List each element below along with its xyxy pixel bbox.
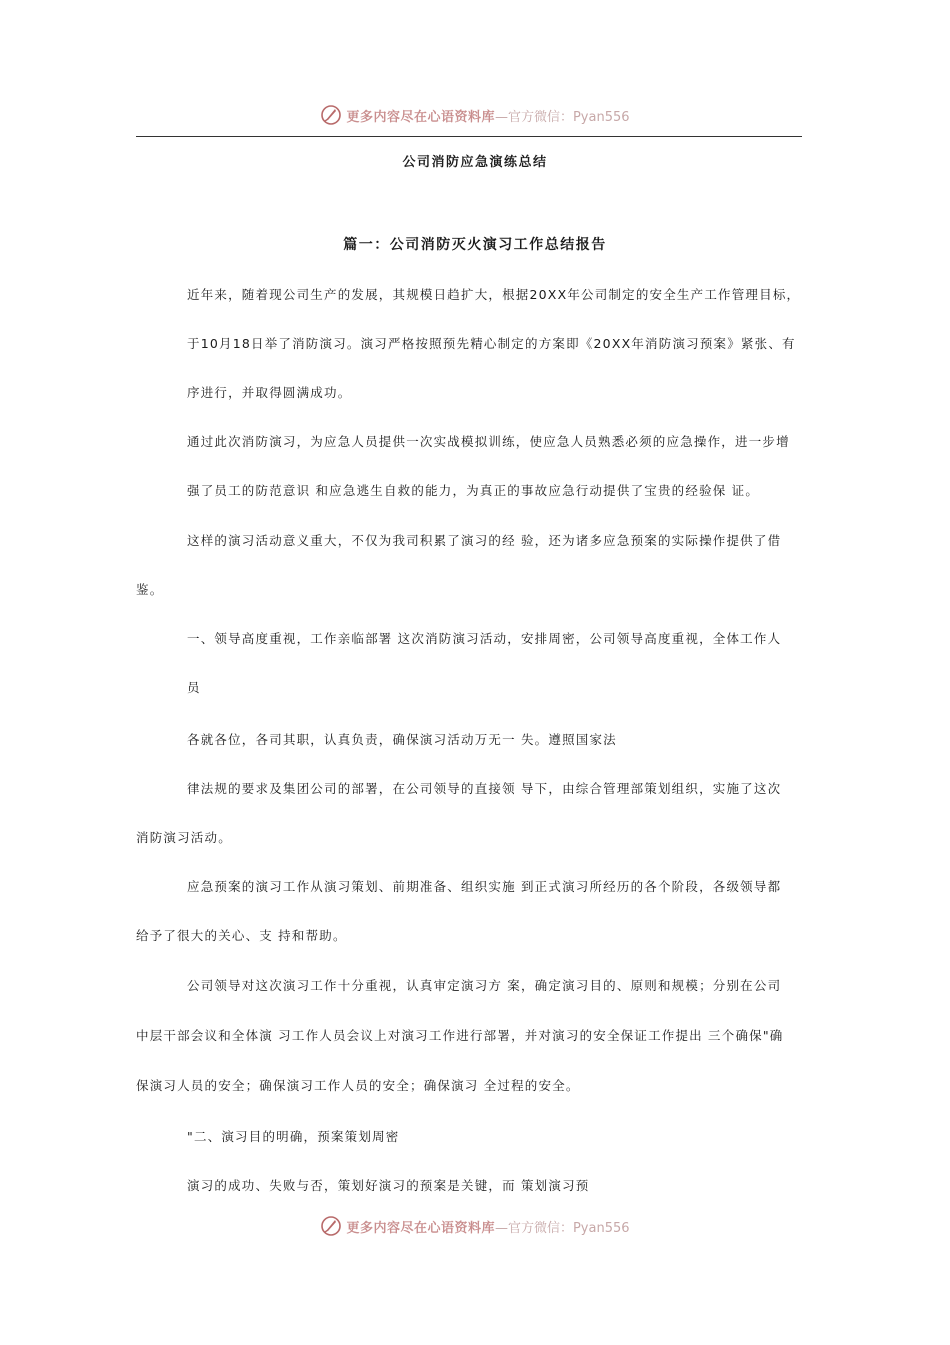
body-line: 保演习人员的安全；确保演习工作人员的安全；确保演习 全过程的安全。 [136, 1078, 580, 1093]
body-line: 中层干部会议和全体演 习工作人员会议上对演习工作进行部署，并对演习的安全保证工作提出 三个确保"确 [136, 1028, 784, 1043]
body-line: 通过此次消防演习，为应急人员提供一次实战模拟训练，使应急人员熟悉必须的应急操作，进一步增 [187, 434, 790, 449]
quill-logo-icon [320, 104, 342, 126]
body-line: 鉴。 [136, 582, 164, 597]
body-line: 给予了很大的关心、支 持和帮助。 [136, 928, 347, 943]
body-line: 于10月18日举了消防演习。演习严格按照预先精心制定的方案即《20XX年消防演习预案》紧张、有 [187, 336, 796, 351]
watermark-main-text: 更多内容尽在心语资料库 [346, 109, 495, 125]
document-title: 公司消防应急演练总结 [402, 155, 548, 170]
watermark-main-text: 更多内容尽在心语资料库 [346, 1220, 495, 1236]
body-line: 各就各位，各司其职，认真负责，确保演习活动万无一 失。遵照国家法 [187, 732, 617, 747]
body-line: "二、演习目的明确，预案策划周密 [187, 1129, 400, 1144]
watermark-sub-text: —官方微信：Pyan556 [494, 1220, 630, 1236]
body-line: 律法规的要求及集团公司的部署，在公司领导的直接领 导下，由综合管理部策划组织，实施了这次 [187, 781, 782, 796]
body-line: 公司领导对这次演习工作十分重视，认真审定演习方 案，确定演习目的、原则和规模；分别在公司 [187, 978, 782, 993]
body-line: 强了员工的防范意识 和应急逃生自救的能力，为真正的事故应急行动提供了宝贵的经验保 证。 [187, 483, 760, 498]
body-line: 这样的演习活动意义重大，不仅为我司积累了演习的经 验，还为诸多应急预案的实际操作提供了借 [187, 533, 782, 548]
body-line: 员 [187, 680, 201, 695]
footer-watermark [0, 1211, 950, 1241]
section-title: 篇一：公司消防灭火演习工作总结报告 [343, 237, 607, 253]
header-rule [136, 136, 802, 137]
body-line: 近年来，随着现公司生产的发展，其规模日趋扩大，根据20XX年公司制定的安全生产工作管理目标， [187, 287, 801, 302]
body-line: 演习的成功、失败与否，策划好演习的预案是关键，而 策划演习预 [187, 1178, 590, 1193]
body-line: 序进行，并取得圆满成功。 [187, 385, 352, 400]
watermark-sub-text: —官方微信：Pyan556 [494, 109, 630, 125]
quill-logo-icon [320, 1215, 342, 1237]
body-line: 消防演习活动。 [136, 830, 232, 845]
body-line: 应急预案的演习工作从演习策划、前期准备、组织实施 到正式演习所经历的各个阶段，各级领导都 [187, 879, 782, 894]
body-line: 一、领导高度重视，工作亲临部署 这次消防演习活动，安排周密，公司领导高度重视，全体工作人 [187, 631, 782, 646]
header-watermark [0, 100, 950, 130]
